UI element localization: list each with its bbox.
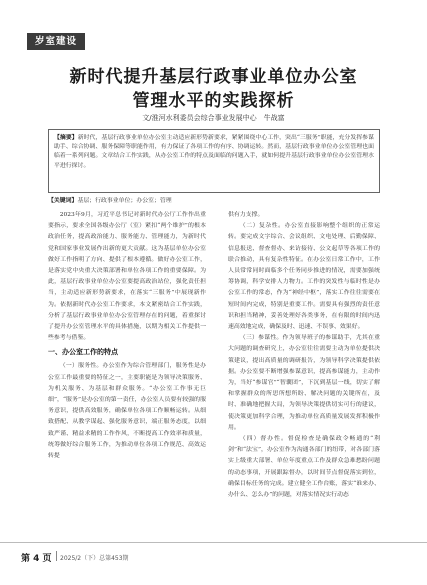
article-title-line-2: 管理水平的实践探析	[132, 91, 295, 111]
paragraph-supervision: （四）督办性。督促检查是确保政令畅通的“利剑”和“法宝”，办公室作为沟通各部门的纽带，对各部门落实上级重大部署、单位年度重点工作及群众急难愁盼问题的动态事项，开展跟踪督办，以时间节点督促落实到位，确保目标任务的完成。建立健全工作台账，落实“谁来办、办什么、怎么办”的问题，对落实情况实行动态	[228, 436, 380, 499]
keywords-label: 【关键词】	[48, 197, 78, 204]
section-tag: 岁室建设	[27, 33, 85, 50]
paragraph-service: （一）服务性。办公室作为综合管理部门，服务性是办公室工作最重要的特征之一，主要职能是为领导决策服务、为机关服务、为基层和群众服务。“办公室工作事无巨细”，“服务”是办公室的第一责任，办公室人员要有较强的服务意识，提供高效服务，确保单位各项工作顺畅运转。从细致搭配、从教学谋起、强化服务意识，端正服务态度，以细致严谨、精益求精的工作作风，不断提高工作效率和质量，统筹做好综合服务工作，为推动单位各项工作规范、高效运转提	[48, 363, 206, 460]
abstract-box	[48, 129, 380, 193]
author-byline: 文/淮河水利委员会综合事业发展中心 牛战富	[142, 114, 285, 122]
abstract-text: 新时代，基层行政事业单位办公室主动适应新形势新要求，紧紧围绕中心工作，突出“三服务”职能，充分发挥参谋助手、综合协调、服务保障等职能作用，有力保证了各项工作的有序、协调运转。然而，基层行政事业单位办公室管理也面临着一系列问题。文章结合工作实践，从办公室工作的特点及面临的问题入手，就如何提升基层行政事业单位办公室管理水平进行探讨。	[54, 135, 375, 169]
intro-paragraph: 2023年9月，习近平总书记对新时代办公厅工作作出重要指示，要求全国各级办公厅（室）紧扣“两个维护”的根本政治任务，提高政治能力、服务能力、管理能力，为新时代党和国家事业发展作出新的更大贡献。这为基层单位办公室做好工作指明了方向、提供了根本遵循。做好办公室工作，是落实党中央重大决策部署和单位各项工作的重要保障。为此，基层行政事业单位办公室要提高政治站位，强化责任担当，主动适应新形势新要求，在落实“三服务”中展现新作为。依据新时代办公室工作要求，本文紧密结合工作实践，分析了基层行政事业单位办公室管理存在的问题，着重探讨了提升办公室管理水平的具体措施，以期为相关工作提供一些参考与借鉴。	[48, 212, 206, 342]
section-heading-1: 一、办公室工作的特点	[48, 348, 118, 357]
left-column	[48, 210, 206, 462]
article-title-line-1: 新时代提升基层行政事业单位办公室	[69, 67, 358, 87]
keywords-text: 基层；行政事业单位；办公室；管理	[77, 198, 172, 204]
page-number: 第 4 页	[21, 554, 52, 564]
issue-info: 2025/2（下）总第453期	[60, 555, 129, 562]
abstract-label: 【摘要】	[54, 134, 78, 141]
footer-divider	[0, 542, 427, 543]
paragraph-advisory: （三）参谋性。作为领导班子的参谋助手，尤其在重大问题的调查研究上，办公室往往需要主动为单位提供决策建议，提出高质量的调研报告，为领导科学决策提供依据。办公室要不断增强参谋意识，提高参谋能力，主动作为，当好“参谋官”“智囊团”，下沉到基层一线，切实了解和掌握群众的所思所想所盼、解决问题的关键所在，及时、准确地把握大局，为领导决策提供切实可行的建议，使决策更加科学合理，为推动单位高质量发展发挥积极作用。	[228, 335, 380, 431]
paragraph-continuation: 供有力支撑。	[228, 212, 264, 218]
paragraph-complexity: （二）复杂性。办公室直接影响整个组织的正常运转。要完成文字综合、会议组织、文电处理、后勤保障、信息报送、督查督办、来访接待、公文起草等各项工作的联合推动，具有复杂性特征。在办公室日常工作中，工作人员常常同时面临多个任务同步推进的情况，需要加强统筹协调，科学安排人力物力。工作的突发性与临时性是办公室工作的常态，作为“神经中枢”，落实工作往往需要在短时间内完成，特别是重要工作。需要具有强烈的责任意识和担当精神，妥善处理好各类事务，在有限的时间内迅速高效地完成，确保及时、迅速、不误事、效果好。	[228, 223, 380, 331]
footer-separator	[56, 551, 57, 561]
right-column	[228, 210, 380, 501]
keywords	[48, 195, 380, 204]
